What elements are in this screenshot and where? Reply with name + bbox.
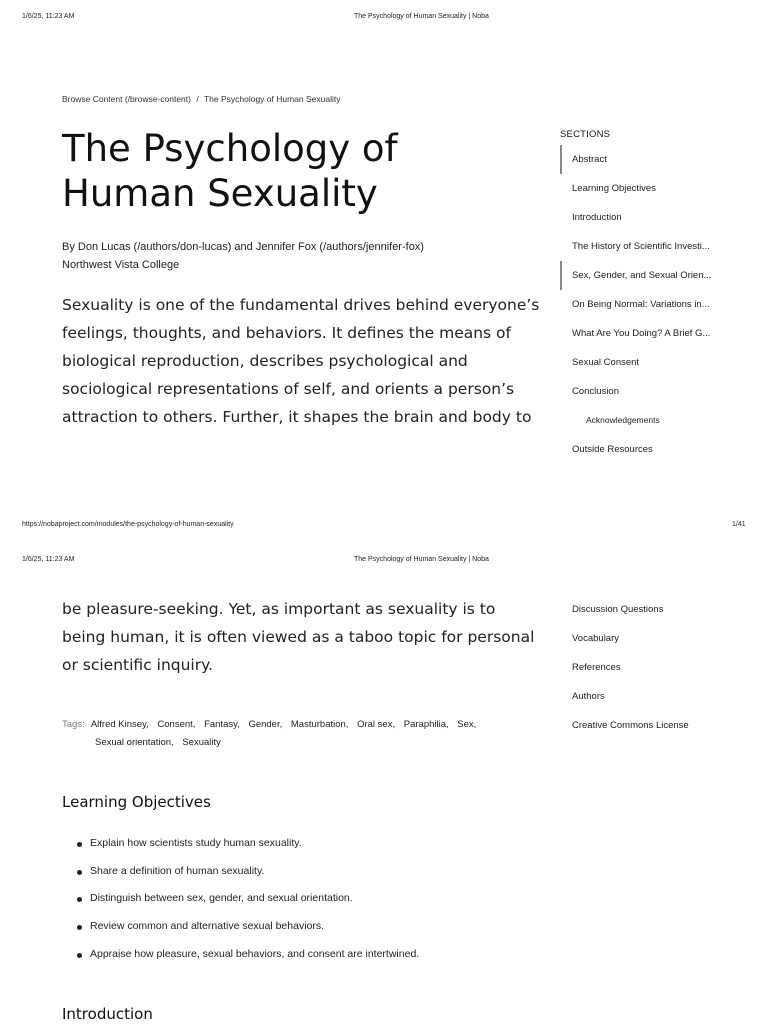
section-link-creative-commons[interactable]: Creative Commons License bbox=[572, 720, 689, 731]
print-doc-title-page2: The Psychology of Human Sexuality | Noba bbox=[354, 556, 489, 563]
breadcrumb-current: The Psychology of Human Sexuality bbox=[203, 94, 341, 104]
tag-link[interactable]: Oral sex, bbox=[357, 719, 396, 730]
tag-link[interactable]: Sexual orientation, bbox=[95, 737, 174, 748]
bullet-icon bbox=[77, 897, 82, 902]
learning-objectives-heading: Learning Objectives bbox=[62, 793, 211, 811]
objective-text: Appraise how pleasure, sexual behaviors, and consent are intertwined. bbox=[90, 947, 420, 960]
sections-heading: SECTIONS bbox=[560, 129, 611, 140]
byline bbox=[62, 238, 424, 274]
tags bbox=[62, 716, 522, 752]
section-link-conclusion[interactable]: Conclusion bbox=[572, 386, 619, 397]
tag-link[interactable]: Gender, bbox=[248, 719, 283, 730]
byline-and: and bbox=[231, 241, 256, 253]
section-link-acknowledgements[interactable]: Acknowledgements bbox=[586, 415, 660, 425]
breadcrumb bbox=[62, 94, 341, 104]
objective-text: Review common and alternative sexual behaviors. bbox=[90, 920, 325, 933]
learning-objectives-list bbox=[62, 830, 542, 968]
tag-link[interactable]: Paraphilia, bbox=[403, 719, 449, 730]
section-link-references[interactable]: References bbox=[572, 662, 621, 673]
section-link-discussion-questions[interactable]: Discussion Questions bbox=[572, 604, 664, 615]
section-link-vocabulary[interactable]: Vocabulary bbox=[572, 633, 620, 644]
breadcrumb-separator: / bbox=[196, 94, 199, 104]
bullet-icon bbox=[77, 925, 82, 930]
section-link-outside-resources[interactable]: Outside Resources bbox=[572, 444, 653, 455]
bullet-icon bbox=[77, 842, 82, 847]
author-link-jennifer-fox[interactable]: Jennifer Fox (/authors/jennifer-fox) bbox=[255, 241, 424, 253]
section-link-abstract[interactable]: Abstract bbox=[560, 145, 730, 174]
list-item bbox=[62, 941, 542, 969]
institution: Northwest Vista College bbox=[62, 259, 180, 271]
abstract-paragraph: Sexuality is one of the fundamental drives behind everyone’s feelings, thoughts, and behaviors. It defines the means of biological reproduction, describes psychological and sociological representations of self, and orients a person’s attraction to others. Further, it shapes the brain and body to bbox=[62, 296, 540, 426]
abstract-paragraph-continued: be pleasure-seeking. Yet, as important as sexuality is to being human, it is often viewed as a taboo topic for personal or scientific inquiry. bbox=[62, 600, 535, 674]
bullet-icon bbox=[77, 953, 82, 958]
print-page-number: 1/41 bbox=[732, 521, 746, 528]
tag-link[interactable]: Consent, bbox=[157, 719, 196, 730]
print-url: https://nobaproject.com/modules/the-psychology-of-human-sexuality bbox=[22, 521, 234, 528]
section-link-what-are-you-doing[interactable]: What Are You Doing? A Brief G... bbox=[572, 328, 711, 339]
section-link-introduction[interactable]: Introduction bbox=[572, 212, 622, 223]
tags-label: Tags: bbox=[62, 719, 85, 730]
tag-link[interactable]: Alfred Kinsey, bbox=[90, 719, 149, 730]
author-link-don-lucas[interactable]: Don Lucas (/authors/don-lucas) bbox=[77, 241, 232, 253]
tag-link[interactable]: Sexuality bbox=[182, 737, 221, 748]
objective-text: Share a definition of human sexuality. bbox=[90, 864, 265, 877]
sections-nav bbox=[560, 145, 730, 464]
page-title: The Psychology of Human Sexuality bbox=[62, 127, 398, 215]
list-item bbox=[62, 858, 542, 886]
print-datetime-page2: 1/6/25, 11:23 AM bbox=[22, 556, 75, 563]
section-link-authors[interactable]: Authors bbox=[572, 691, 605, 702]
print-doc-title: The Psychology of Human Sexuality | Noba bbox=[354, 13, 489, 20]
tag-link[interactable]: Masturbation, bbox=[290, 719, 349, 730]
breadcrumb-home-link[interactable]: Browse Content (/browse-content) bbox=[62, 94, 191, 104]
objective-text: Distinguish between sex, gender, and sexual orientation. bbox=[90, 892, 353, 905]
objective-text: Explain how scientists study human sexuality. bbox=[90, 837, 302, 849]
section-link-sexual-consent[interactable]: Sexual Consent bbox=[572, 357, 640, 368]
introduction-heading: Introduction bbox=[62, 1005, 153, 1023]
byline-prefix: By bbox=[62, 241, 78, 253]
list-item bbox=[62, 885, 542, 913]
bullet-icon bbox=[77, 870, 82, 875]
tag-link[interactable]: Fantasy, bbox=[204, 719, 240, 730]
section-link-history[interactable]: The History of Scientific Investi... bbox=[572, 241, 710, 252]
section-link-being-normal[interactable]: On Being Normal: Variations in... bbox=[572, 299, 710, 310]
list-item bbox=[62, 830, 542, 858]
print-datetime: 1/6/25, 11:23 AM bbox=[22, 13, 75, 20]
tag-link[interactable]: Sex, bbox=[457, 719, 477, 730]
list-item bbox=[62, 913, 542, 941]
section-link-sex-gender[interactable]: Sex, Gender, and Sexual Orien... bbox=[560, 261, 730, 290]
section-link-learning-objectives[interactable]: Learning Objectives bbox=[572, 183, 656, 194]
sections-nav-continued bbox=[560, 595, 730, 740]
